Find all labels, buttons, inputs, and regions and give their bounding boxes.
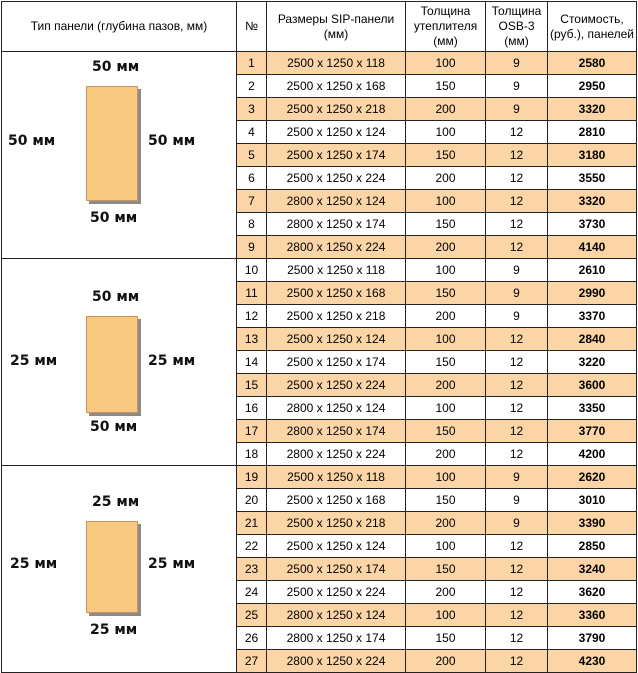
panel-size: 2500 х 1250 х 174 — [267, 351, 406, 374]
osb-thickness: 9 — [486, 98, 548, 121]
row-number: 18 — [237, 443, 267, 466]
header-number: № — [237, 2, 267, 52]
panel-size: 2500 х 1250 х 118 — [267, 259, 406, 282]
panel-cross-section — [86, 521, 138, 613]
panel-size: 2500 х 1250 х 118 — [267, 52, 406, 75]
panel-price: 2850 — [548, 535, 637, 558]
insulation-thickness: 200 — [406, 581, 486, 604]
groove-depth-right: 25 мм — [148, 352, 196, 369]
insulation-thickness: 200 — [406, 305, 486, 328]
insulation-thickness: 100 — [406, 397, 486, 420]
row-number: 5 — [237, 144, 267, 167]
header-osb: Толщина OSB-3 (мм) — [486, 2, 548, 52]
row-number: 2 — [237, 75, 267, 98]
panel-size: 2500 х 1250 х 218 — [267, 512, 406, 535]
panel-size: 2800 х 1250 х 124 — [267, 604, 406, 627]
osb-thickness: 12 — [486, 627, 548, 650]
panel-price: 3180 — [548, 144, 637, 167]
panel-price: 2620 — [548, 466, 637, 489]
insulation-thickness: 200 — [406, 512, 486, 535]
header-insulation: Толщина утеплителя (мм) — [406, 2, 486, 52]
row-number: 19 — [237, 466, 267, 489]
panel-type-cell — [2, 466, 237, 673]
panel-price: 3360 — [548, 604, 637, 627]
insulation-thickness: 150 — [406, 282, 486, 305]
insulation-thickness: 200 — [406, 236, 486, 259]
groove-depth-left: 25 мм — [10, 555, 58, 572]
panel-price: 2990 — [548, 282, 637, 305]
panel-cross-section — [86, 316, 138, 413]
insulation-thickness: 100 — [406, 328, 486, 351]
osb-thickness: 12 — [486, 213, 548, 236]
insulation-thickness: 150 — [406, 627, 486, 650]
panel-price: 2950 — [548, 75, 637, 98]
panel-diagram — [2, 467, 238, 672]
row-number: 7 — [237, 190, 267, 213]
row-number: 9 — [237, 236, 267, 259]
panel-price: 3600 — [548, 374, 637, 397]
insulation-thickness: 100 — [406, 604, 486, 627]
panel-price: 3240 — [548, 558, 637, 581]
osb-thickness: 12 — [486, 144, 548, 167]
osb-thickness: 9 — [486, 512, 548, 535]
insulation-thickness: 100 — [406, 466, 486, 489]
row-number: 14 — [237, 351, 267, 374]
panel-size: 2800 х 1250 х 124 — [267, 190, 406, 213]
osb-thickness: 12 — [486, 328, 548, 351]
panel-price: 2810 — [548, 121, 637, 144]
panel-price: 4140 — [548, 236, 637, 259]
osb-thickness: 12 — [486, 121, 548, 144]
panel-price: 3010 — [548, 489, 637, 512]
panel-size: 2500 х 1250 х 168 — [267, 75, 406, 98]
header-size: Размеры SIP-панели (мм) — [267, 2, 406, 52]
panel-size: 2800 х 1250 х 224 — [267, 443, 406, 466]
groove-depth-right: 50 мм — [148, 132, 196, 149]
osb-thickness: 9 — [486, 305, 548, 328]
osb-thickness: 9 — [486, 75, 548, 98]
insulation-thickness: 150 — [406, 351, 486, 374]
osb-thickness: 12 — [486, 558, 548, 581]
osb-thickness: 12 — [486, 397, 548, 420]
row-number: 3 — [237, 98, 267, 121]
insulation-thickness: 100 — [406, 121, 486, 144]
panel-size: 2500 х 1250 х 124 — [267, 535, 406, 558]
header-panel-type: Тип панели (глубина пазов, мм) — [2, 2, 237, 52]
osb-thickness: 9 — [486, 282, 548, 305]
groove-depth-left: 50 мм — [8, 132, 56, 149]
panel-cross-section — [86, 86, 138, 201]
panel-price: 2840 — [548, 328, 637, 351]
row-number: 17 — [237, 420, 267, 443]
panel-price: 3320 — [548, 190, 637, 213]
header-price: Стоимость, (руб.), панелей — [548, 2, 637, 52]
groove-depth-bottom: 50 мм — [90, 418, 138, 435]
row-number: 20 — [237, 489, 267, 512]
row-number: 10 — [237, 259, 267, 282]
panel-price: 4230 — [548, 650, 637, 673]
panel-size: 2500 х 1250 х 218 — [267, 98, 406, 121]
panel-price: 3390 — [548, 512, 637, 535]
insulation-thickness: 150 — [406, 144, 486, 167]
insulation-thickness: 200 — [406, 374, 486, 397]
panel-diagram — [2, 53, 238, 258]
groove-depth-bottom: 50 мм — [90, 209, 138, 226]
osb-thickness: 12 — [486, 443, 548, 466]
panel-price: 3790 — [548, 627, 637, 650]
panel-size: 2500 х 1250 х 224 — [267, 374, 406, 397]
osb-thickness: 12 — [486, 167, 548, 190]
panel-type-cell — [2, 259, 237, 466]
panel-price: 3620 — [548, 581, 637, 604]
table-body — [2, 52, 637, 673]
panel-price: 2610 — [548, 259, 637, 282]
insulation-thickness: 200 — [406, 167, 486, 190]
panel-price: 3770 — [548, 420, 637, 443]
osb-thickness: 12 — [486, 604, 548, 627]
row-number: 23 — [237, 558, 267, 581]
osb-thickness: 12 — [486, 236, 548, 259]
row-number: 8 — [237, 213, 267, 236]
insulation-thickness: 200 — [406, 650, 486, 673]
table-row — [2, 52, 637, 75]
panel-size: 2800 х 1250 х 174 — [267, 627, 406, 650]
row-number: 27 — [237, 650, 267, 673]
row-number: 6 — [237, 167, 267, 190]
insulation-thickness: 100 — [406, 190, 486, 213]
osb-thickness: 9 — [486, 259, 548, 282]
panel-size: 2500 х 1250 х 168 — [267, 282, 406, 305]
row-number: 24 — [237, 581, 267, 604]
table-row — [2, 259, 637, 282]
groove-depth-top: 25 мм — [92, 493, 140, 510]
panel-size: 2800 х 1250 х 174 — [267, 213, 406, 236]
panel-price: 3370 — [548, 305, 637, 328]
row-number: 11 — [237, 282, 267, 305]
row-number: 13 — [237, 328, 267, 351]
row-number: 26 — [237, 627, 267, 650]
row-number: 25 — [237, 604, 267, 627]
row-number: 21 — [237, 512, 267, 535]
insulation-thickness: 100 — [406, 52, 486, 75]
insulation-thickness: 150 — [406, 558, 486, 581]
row-number: 22 — [237, 535, 267, 558]
panel-size: 2500 х 1250 х 224 — [267, 167, 406, 190]
panel-size: 2800 х 1250 х 224 — [267, 650, 406, 673]
row-number: 16 — [237, 397, 267, 420]
panel-diagram — [2, 260, 238, 465]
row-number: 12 — [237, 305, 267, 328]
row-number: 4 — [237, 121, 267, 144]
panel-size: 2800 х 1250 х 224 — [267, 236, 406, 259]
insulation-thickness: 100 — [406, 535, 486, 558]
panel-price: 3320 — [548, 98, 637, 121]
sip-price-table — [1, 1, 637, 673]
panel-price: 3550 — [548, 167, 637, 190]
insulation-thickness: 100 — [406, 259, 486, 282]
groove-depth-top: 50 мм — [92, 58, 140, 75]
osb-thickness: 9 — [486, 466, 548, 489]
osb-thickness: 12 — [486, 374, 548, 397]
osb-thickness: 12 — [486, 190, 548, 213]
insulation-thickness: 150 — [406, 420, 486, 443]
panel-price: 2580 — [548, 52, 637, 75]
panel-size: 2500 х 1250 х 118 — [267, 466, 406, 489]
groove-depth-right: 25 мм — [148, 555, 196, 572]
osb-thickness: 9 — [486, 489, 548, 512]
panel-size: 2800 х 1250 х 174 — [267, 420, 406, 443]
osb-thickness: 9 — [486, 52, 548, 75]
panel-size: 2500 х 1250 х 174 — [267, 558, 406, 581]
panel-size: 2500 х 1250 х 124 — [267, 328, 406, 351]
row-number: 15 — [237, 374, 267, 397]
groove-depth-top: 50 мм — [92, 288, 140, 305]
panel-size: 2500 х 1250 х 224 — [267, 581, 406, 604]
insulation-thickness: 150 — [406, 75, 486, 98]
insulation-thickness: 200 — [406, 443, 486, 466]
table-row — [2, 466, 637, 489]
groove-depth-left: 25 мм — [10, 352, 58, 369]
row-number: 1 — [237, 52, 267, 75]
insulation-thickness: 150 — [406, 489, 486, 512]
groove-depth-bottom: 25 мм — [90, 621, 138, 638]
osb-thickness: 12 — [486, 535, 548, 558]
panel-size: 2500 х 1250 х 218 — [267, 305, 406, 328]
panel-price: 4200 — [548, 443, 637, 466]
panel-size: 2500 х 1250 х 124 — [267, 121, 406, 144]
osb-thickness: 12 — [486, 351, 548, 374]
panel-price: 3220 — [548, 351, 637, 374]
osb-thickness: 12 — [486, 420, 548, 443]
panel-price: 3730 — [548, 213, 637, 236]
insulation-thickness: 150 — [406, 213, 486, 236]
panel-size: 2500 х 1250 х 168 — [267, 489, 406, 512]
osb-thickness: 12 — [486, 581, 548, 604]
panel-size: 2500 х 1250 х 174 — [267, 144, 406, 167]
osb-thickness: 12 — [486, 650, 548, 673]
insulation-thickness: 200 — [406, 98, 486, 121]
panel-type-cell — [2, 52, 237, 259]
panel-price: 3350 — [548, 397, 637, 420]
panel-size: 2800 х 1250 х 124 — [267, 397, 406, 420]
